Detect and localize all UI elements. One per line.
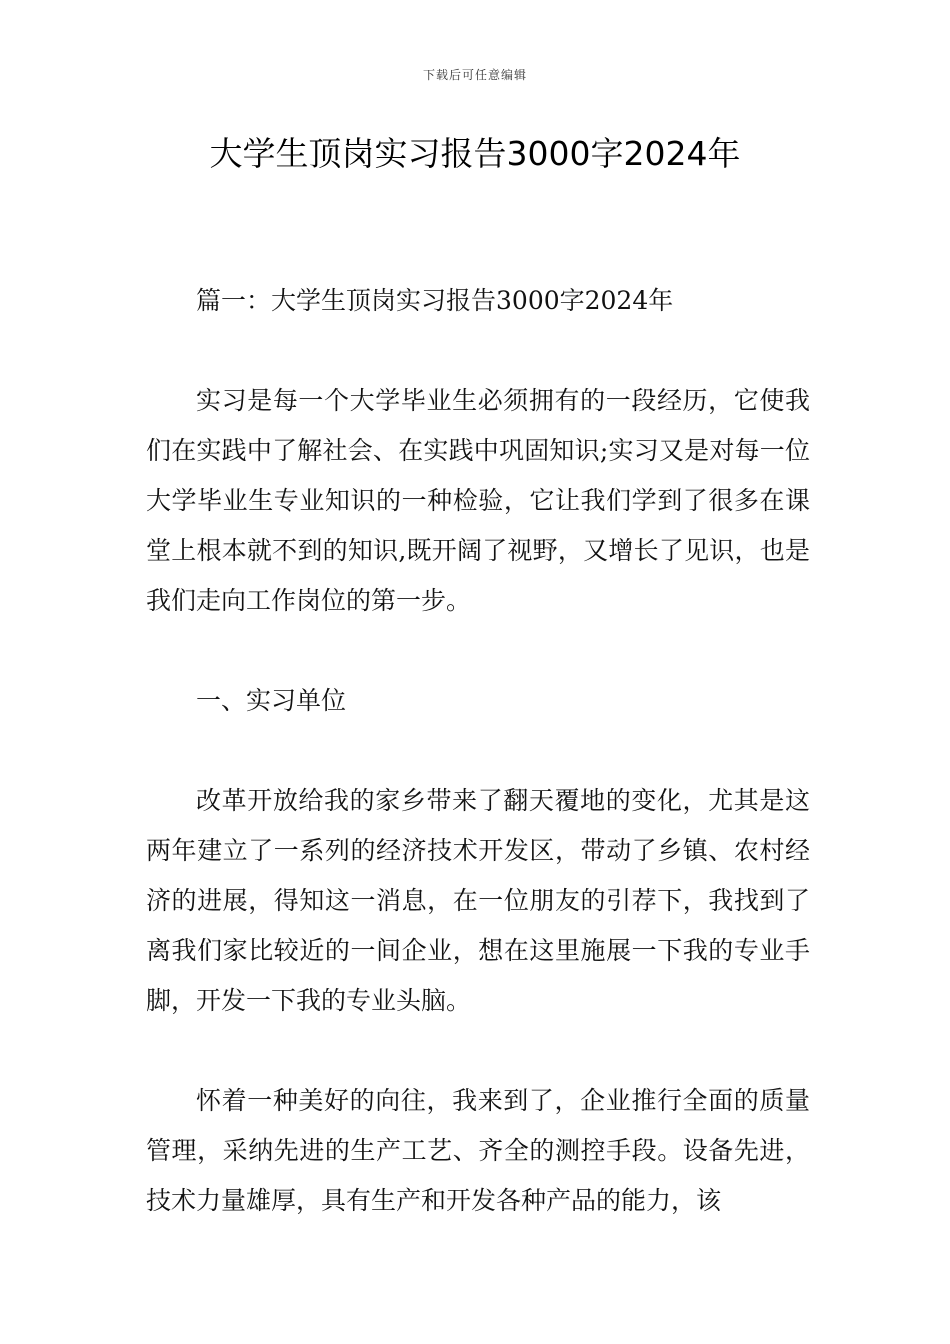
document-title: 大学生顶岗实习报告3000字2024年 <box>209 134 741 173</box>
paragraph-reform: 改革开放给我的家乡带来了翻天覆地的变化，尤其是这两年建立了一系列的经济技术开发区，带动了乡镇、农村经济的进展，得知这一消息，在一位朋友的引荐下，我找到了离我们家比较近的一间企业，想在这里施展一下我的专业手脚，开发一下我的专业头脑。 <box>146 786 810 1015</box>
paragraph-intro: 实习是每一个大学毕业生必须拥有的一段经历，它使我们在实践中了解社会、在实践中巩固知识;实习又是对每一位大学毕业生专业知识的一种检验，它让我们学到了很多在课堂上根本就不到的知识,既开阔了视野，又增长了见识，也是我们走向工作岗位的第一步。 <box>146 386 810 615</box>
header-note: 下载后可任意编辑 <box>422 68 527 82</box>
section-heading-internship-unit: 一、实习单位 <box>196 686 347 715</box>
paragraph-arrival: 怀着一种美好的向往，我来到了，企业推行全面的质量管理，采纳先进的生产工艺、齐全的测控手段。设备先进，技术力量雄厚，具有生产和开发各种产品的能力，该 <box>146 1086 810 1215</box>
section-heading-part-one: 篇一：大学生顶岗实习报告3000字2024年 <box>196 286 674 315</box>
document-body <box>146 276 810 1226</box>
